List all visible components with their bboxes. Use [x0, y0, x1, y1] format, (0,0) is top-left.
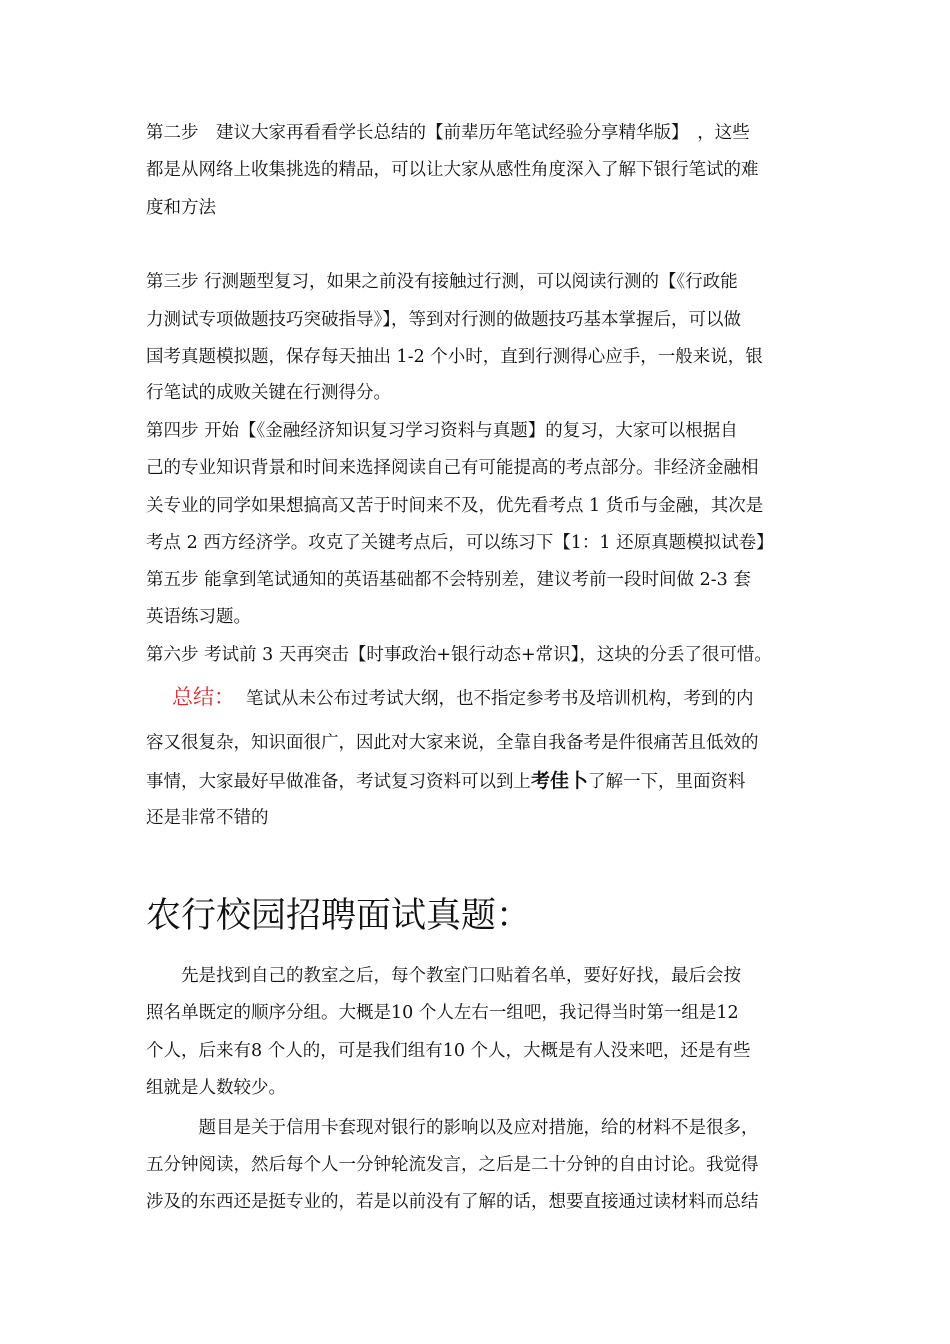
step2-line-3: 度和方法 — [146, 198, 216, 218]
summary-line-2: 容又很复杂，知识面很广，因此对大家来说，全靠自我备考是件很痛苦且低效的 — [146, 733, 759, 753]
summary-line-3 — [146, 769, 746, 794]
step4-line-3: 关专业的同学如果想搞高又苦于时间来不及，优先看考点 1 货币与金融，其次是 — [146, 496, 764, 516]
site-name-link[interactable]: 考佳卜 — [531, 770, 589, 792]
step6-line-1: 第六步 考试前 3 天再突击【时事政治+银行动态+常识】，这块的分丢了很可惜。 — [146, 645, 772, 665]
step3-line-3: 国考真题模拟题，保存每天抽出 1-2 个小时，直到行测得心应手，一般来说，银 — [146, 347, 763, 367]
interview-para1-line-4: 组就是人数较少。 — [146, 1078, 286, 1098]
step3-line-1: 第三步 行测题型复习，如果之前没有接触过行测，可以阅读行测的【《行政能 — [146, 272, 738, 292]
interview-para2-line-1: 题目是关于信用卡套现对银行的影响以及应对措施，给的材料不是很多， — [146, 1118, 759, 1138]
summary-label: 总结： — [172, 685, 235, 709]
interview-para1-line-2: 照名单既定的顺序分组。大概是10 个人左右一组吧，我记得当时第一组是12 — [146, 1003, 739, 1023]
summary-line-1: 笔试从未公布过考试大纲，也不指定参考书及培训机构，考到的内 — [246, 689, 754, 709]
step4-line-2: 己的专业知识背景和时间来选择阅读自己有可能提高的考点部分。非经济金融相 — [146, 458, 759, 478]
step3-line-2: 力测试专项做题技巧突破指导》】，等到对行测的做题技巧基本掌握后，可以做 — [146, 310, 741, 330]
step4-line-4: 考点 2 西方经济学。攻克了关键考点后，可以练习下【1：1 还原真题模拟试卷】 — [146, 533, 774, 553]
summary-line-3-tail: 了解一下，里面资料 — [588, 772, 746, 792]
interview-para2-line-2: 五分钟阅读，然后每个人一分钟轮流发言，之后是二十分钟的自由讨论。我觉得 — [146, 1155, 759, 1175]
interview-para2-line-3: 涉及的东西还是挺专业的，若是以前没有了解的话，想要直接通过读材料而总结 — [146, 1192, 759, 1212]
interview-para1-line-1: 先是找到自己的教室之后，每个教室门口贴着名单，要好好找，最后会按 — [146, 966, 741, 986]
step5-line-1: 第五步 能拿到笔试通知的英语基础都不会特别差，建议考前一段时间做 2-3 套 — [146, 570, 751, 590]
step2-line-1: 第二步 建议大家再看看学长总结的【前辈历年笔试经验分享精华版】 ，这些 — [146, 123, 750, 143]
step3-line-4: 行笔试的成败关键在行测得分。 — [146, 383, 391, 403]
interview-para1-line-3: 个人，后来有8 个人的，可是我们组有10 个人，大概是有人没来吧，还是有些 — [146, 1041, 751, 1061]
interview-title: 农行校园招聘面试真题： — [146, 896, 532, 936]
summary-line-4: 还是非常不错的 — [146, 808, 269, 828]
step2-line-2: 都是从网络上收集挑选的精品，可以让大家从感性角度深入了解下银行笔试的难 — [146, 160, 759, 180]
summary-line-3-text: 事情，大家最好早做准备，考试复习资料可以到上 — [146, 772, 531, 792]
step4-line-1: 第四步 开始【《金融经济知识复习学习资料与真题】的复习，大家可以根据自 — [146, 421, 738, 441]
step5-line-2: 英语练习题。 — [146, 607, 251, 627]
